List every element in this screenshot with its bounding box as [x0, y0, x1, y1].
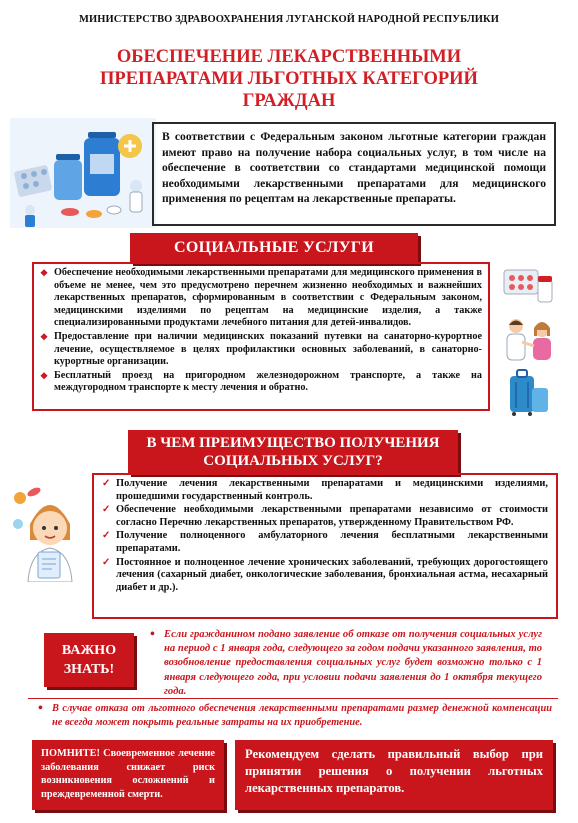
page-title: ОБЕСПЕЧЕНИЕ ЛЕКАРСТВЕННЫМИ ПРЕПАРАТАМИ ЛЬГОТНЫХ КАТЕГОРИЙ ГРАЖДАН: [100, 47, 478, 111]
advantages-heading-line1: В ЧЕМ ПРЕИМУЩЕСТВО ПОЛУЧЕНИЯ: [146, 435, 440, 451]
list-item: ❖ Бесплатный проезд на пригородном железнодорожном транспорте, а также на междугородном транспорте к месту лечения и обратно.: [40, 370, 482, 395]
advantages-heading: [128, 430, 458, 474]
refusal-notice: • Если гражданином подано заявление об отказе от получения социальных услуг на период с 1 января года, следующего за годом подачи указанного заявления, то возобновление предоставления социальных услуг будет возможно только с 1 января следующего года, при условии подачи заявления до 1 октября текущего года.: [150, 628, 542, 699]
pharmacist-girl-illustration: [8, 484, 90, 582]
important-line2: ЗНАТЬ!: [63, 662, 115, 677]
recommendation-box: Рекомендуем сделать правильный выбор при принятии решения о получении льготных лекарственных препаратов.: [235, 740, 553, 810]
advantages-box: [92, 473, 558, 619]
medicine-bottles-illustration: [10, 118, 156, 228]
social-services-heading: СОЦИАЛЬНЫЕ УСЛУГИ: [130, 233, 418, 263]
divider: [28, 698, 558, 699]
list-item: ✓ Получение полноценного амбулаторного лечения бесплатными лекарственными препаратами.: [102, 530, 548, 555]
intro-text: В соответствии с Федеральным законом льготные категории граждан имеют право на получение набора социальных услуг, в том числе на обеспечение в соответствии со стандартами медицинской помощи необходимыми лекарственными препаратами для медицинского применения по рецептам на лекарственные препараты.: [152, 122, 556, 226]
ministry-name: МИНИСТЕРСТВО ЗДРАВООХРАНЕНИЯ ЛУГАНСКОЙ НАРОДНОЙ РЕСПУБЛИКИ: [78, 14, 500, 25]
advantages-heading-line2: СОЦИАЛЬНЫХ УСЛУГ?: [203, 453, 383, 469]
reminder-box: ПОМНИТЕ! Своевременное лечение заболевания снижает риск возникновения осложнений и преждевременной смерти.: [32, 740, 224, 810]
suitcase-illustration: [502, 368, 552, 416]
list-item: ✓ Постоянное и полноценное лечение хронических заболеваний, требующих дорогостоящего лечения (сахарный диабет, онкологические заболевания, бронхиальная астма, несахарный диабет и др.).: [102, 557, 548, 595]
important-line1: ВАЖНО: [61, 643, 117, 658]
list-item: ✓ Обеспечение необходимыми лекарственными препаратами независимо от стоимости согласно Перечню лекарственных препаратов, утвержденному Правительством РФ.: [102, 504, 548, 529]
doctor-patient-illustration: [500, 316, 558, 364]
compensation-notice: • В случае отказа от льготного обеспечения лекарственными препаратами размер денежной компенсации не всегда может покрыть реальные затраты на их приобретение.: [38, 702, 552, 729]
list-item: ✓ Получение лечения лекарственными препаратами и медицинскими изделиями, прошедшими государственный контроль.: [102, 478, 548, 503]
social-services-box: [32, 262, 490, 411]
important-badge: [44, 633, 134, 687]
list-item: ❖ Предоставление при наличии медицинских показаний путевки на санаторно-курортное лечение, осуществляемое в целях профилактики основных заболеваний, в санаторно-курортные организации.: [40, 331, 482, 369]
pills-illustration: [500, 262, 556, 306]
list-item: ❖ Обеспечение необходимыми лекарственными препаратами для медицинского применения в объеме не менее, чем это предусмотрено перечнем жизненно необходимых и важнейших лекарственных препаратов, сформированным в соответствии с Федеральным законом, медицинскими изделиями по рецептам на медицинские изделия, а также специализированными продуктами лечебного питания для детей-инвалидов.: [40, 267, 482, 330]
